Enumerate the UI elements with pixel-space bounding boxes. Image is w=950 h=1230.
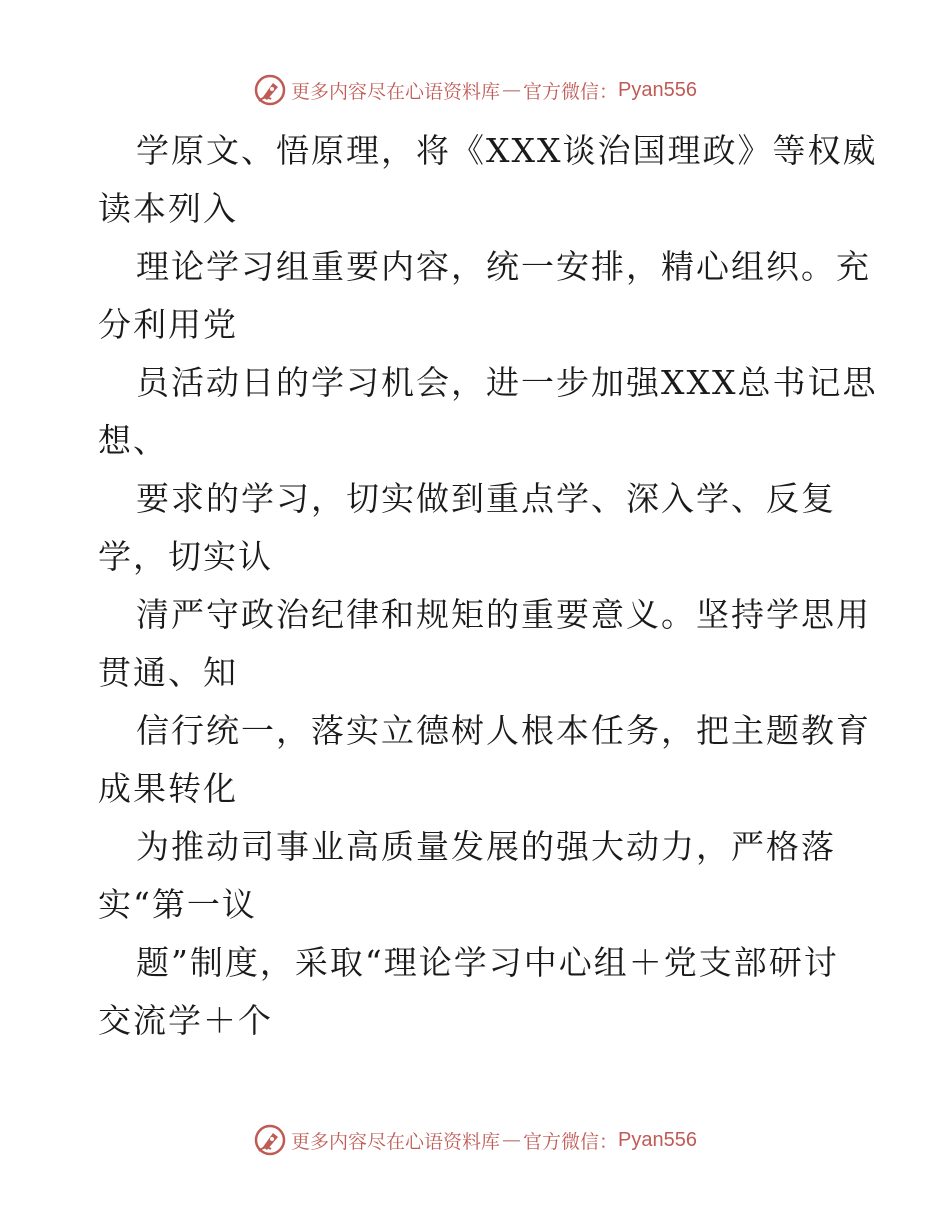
watermark-separator: —	[502, 1129, 522, 1151]
pen-nib-logo-icon	[253, 73, 287, 107]
paragraph-8-line-2: 交流学＋个	[98, 1001, 273, 1040]
paragraph-4-line-1: 要求的学习，切实做到重点学、深入学、反复	[136, 479, 836, 518]
watermark-handle: Pyan556	[618, 78, 697, 101]
paragraph-1-line-2: 读本列入	[98, 189, 238, 228]
paragraph-8-line-1: 题”制度，采取“理论学习中心组＋党支部研讨	[136, 943, 839, 982]
watermark-separator: —	[502, 79, 522, 101]
paragraph-3-line-1: 员活动日的学习机会，进一步加强XXX总书记思	[136, 363, 878, 402]
paragraph-3-line-2: 想、	[98, 421, 168, 460]
paragraph-7-line-1: 为推动司事业高质量发展的强大动力，严格落	[136, 827, 836, 866]
footer-watermark	[0, 1120, 950, 1160]
paragraph-6-line-1: 信行统一，落实立德树人根本任务，把主题教育	[136, 711, 871, 750]
paragraph-6-line-2: 成果转化	[98, 769, 238, 808]
paragraph-4-line-2: 学，切实认	[98, 537, 273, 576]
watermark-label: 官方微信：	[523, 1130, 619, 1153]
paragraph-2-line-1: 理论学习组重要内容，统一安排，精心组织。充	[136, 247, 871, 286]
paragraph-5-line-1: 清严守政治纪律和规矩的重要意义。坚持学思用	[136, 595, 871, 634]
watermark-label: 官方微信：	[523, 80, 619, 103]
header-watermark	[0, 70, 950, 110]
watermark-brand: 更多内容尽在心语资料库	[291, 80, 501, 103]
watermark-handle: Pyan556	[618, 1128, 697, 1151]
watermark-brand: 更多内容尽在心语资料库	[291, 1130, 501, 1153]
document-body	[98, 122, 878, 1050]
paragraph-5-line-2: 贯通、知	[98, 653, 238, 692]
pen-nib-logo-icon	[253, 1123, 287, 1157]
paragraph-1-line-1: 学原文、悟原理，将《XXX谈治国理政》等权威	[136, 131, 878, 170]
paragraph-7-line-2: 实“第一议	[98, 885, 257, 924]
paragraph-2-line-2: 分利用党	[98, 305, 238, 344]
